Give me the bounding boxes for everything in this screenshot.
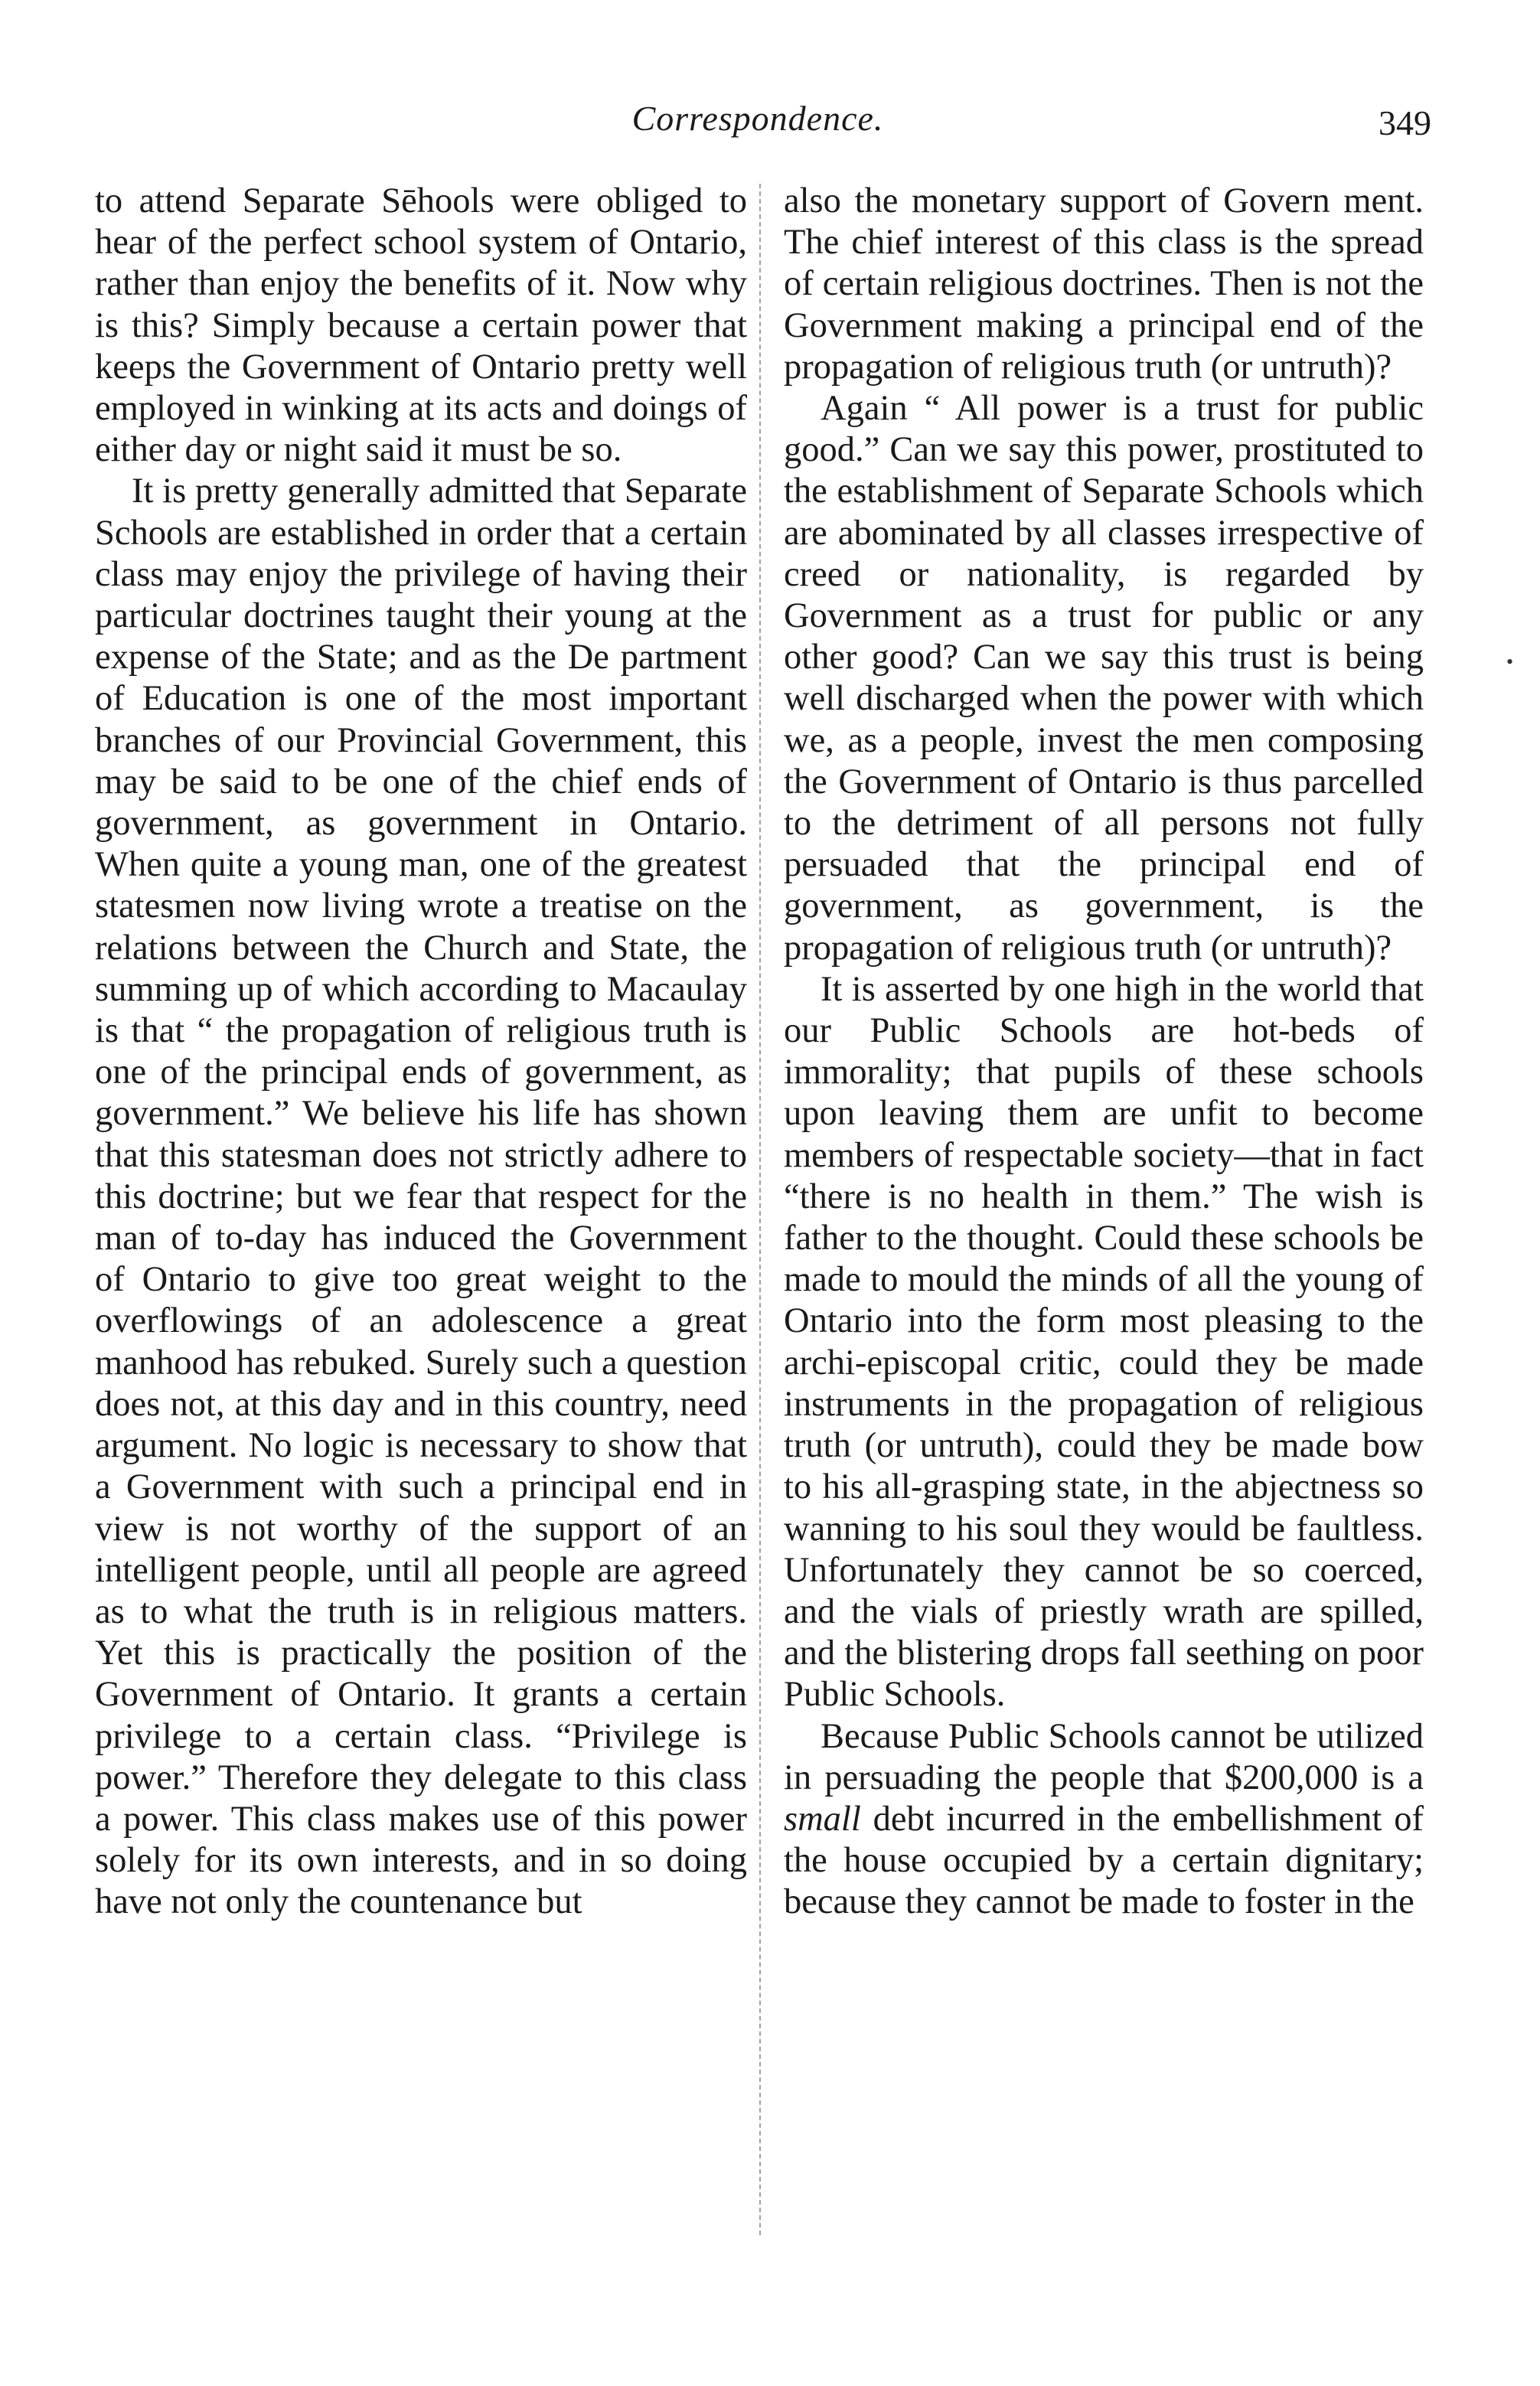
running-head (92, 98, 1431, 152)
left-paragraph-1: to attend Separate Sēhools were obliged to hear of the perfect school system of Ontario, rather than enjoy the benefits of it. Now why is this? Simply because a certain power that keeps the Government of Ontario pretty well employed in winking at its acts and doings of either day or night said it must be so. (95, 181, 747, 470)
column-divider (759, 184, 761, 2235)
right-column (784, 181, 1424, 1924)
right-paragraph-4 (784, 1716, 1424, 1924)
right-paragraph-4-start: Because Public Schools cannot be utilized in persuading the people that $200,000 is a (784, 1716, 1424, 1797)
italic-word: small (784, 1799, 861, 1839)
right-paragraph-3: It is asserted by one high in the world that our Public Schools are hot-beds of immorality; that pupils of these schools upon leaving them are unfit to become members of respectable society—that in fact “there is no health in them.” The wish is father to the thought. Could these schools be made to mould the minds of all the young of Ontario into the form most pleasing to the archi-episcopal critic, could they be made instruments in the propagation of religious truth (or untruth), could they be made bow to his all-grasping state, in the abjectness so wanning to his soul they would be faultless. Unfortunately they cannot be so coerced, and the vials of priestly wrath are spilled, and the blistering drops fall seething on poor Public Schools. (784, 969, 1424, 1715)
running-title: Correspondence. (631, 99, 884, 138)
left-column (95, 181, 747, 1924)
right-paragraph-2: Again “ All power is a trust for public good.” Can we say this power, prostituted to the establishment of Separate Schools which are abominated by all classes irrespective of creed or nationality, is regarded by Government as a trust for public or any other good? Can we say this trust is being well discharged when the power with which we, as a people, invest the men composing the Government of Ontario is thus parcelled to the detriment of all persons not fully persuaded that the principal end of government, as government, is the propagation of religious truth (or untruth)? (784, 389, 1424, 968)
margin-dot: • (1506, 651, 1514, 673)
right-paragraph-4-end: debt incurred in the embellishment of the house occupied by a certain dignitary; because they cannot be made to foster in the (784, 1799, 1424, 1922)
left-paragraph-2: It is pretty generally admitted that Separate Schools are established in order that a certain class may enjoy the privilege of having their particular doctrines taught their young at the expense of the State; and as the De partment of Education is one of the most important branches of our Provincial Government, this may be said to be one of the chief ends of government, as government in Ontario. When quite a young man, one of the greatest statesmen now living wrote a treatise on the relations between the Church and State, the summing up of which according to Macaulay is that “ the propagation of religious truth is one of the principal ends of government, as government.” We believe his life has shown that this statesman does not strictly adhere to this doctrine; but we fear that respect for the man of to-day has induced the Government of Ontario to give too great weight to the overflowings of an adolescence a great manhood has rebuked. Surely such a question does not, at this day and in this country, need argument. No logic is necessary to show that a Government with such a principal end in view is not worthy of the support of an intelligent people, until all people are agreed as to what the truth is in religious matters. Yet this is practically the position of the Government of Ontario. It grants a certain privilege to a certain class. “Privilege is power.” Therefore they delegate to this class a power. This class makes use of this power solely for its own interests, and in so doing have not only the countenance but (95, 472, 747, 1922)
page-number: 349 (1378, 103, 1431, 142)
right-paragraph-1: also the monetary support of Govern ment. The chief interest of this class is the spread of certain religious doctrines. Then is not the Government making a principal end of the propagation of religious truth (or untruth)? (784, 181, 1424, 387)
